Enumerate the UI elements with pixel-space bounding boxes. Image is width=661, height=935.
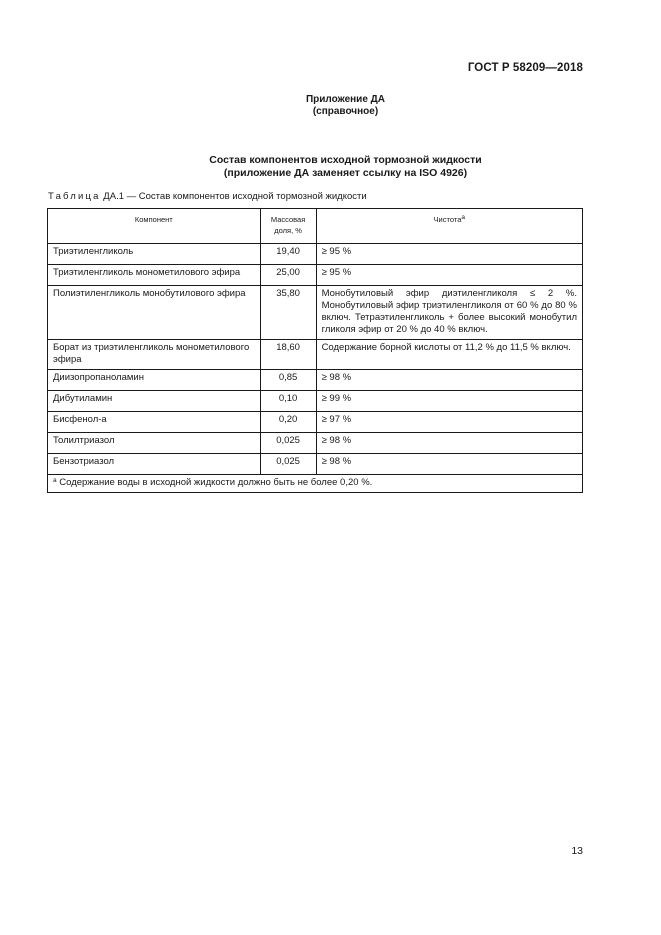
table-footnote-row [48,475,583,493]
cell-mass-fraction: 19,40 [260,244,316,265]
footnote-text: Содержание воды в исходной жидкости должно быть не более 0,20 %. [59,477,373,488]
table-row [48,286,583,340]
cell-mass-fraction: 0,85 [260,370,316,391]
cell-purity: ≥ 98 % [316,454,582,475]
table-row [48,433,583,454]
header-purity [316,209,582,244]
header-purity-label: Чистота [433,215,462,224]
cell-purity: Содержание борной кислоты от 11,2 % до 11,5 % включ. [316,340,582,370]
table-row [48,370,583,391]
cell-component: Борат из триэтиленгликоль монометилового эфира [48,340,261,370]
table-caption [48,191,367,203]
cell-component: Полиэтиленгликоль монобутилового эфира [48,286,261,340]
cell-component: Дибутиламин [48,391,261,412]
cell-mass-fraction: 0,025 [260,433,316,454]
cell-mass-fraction: 0,10 [260,391,316,412]
cell-component: Толилтриазол [48,433,261,454]
cell-component: Бензотриазол [48,454,261,475]
footnote-mark: a [53,477,57,484]
annex-title: Приложение ДА [305,94,386,105]
cell-purity: ≥ 95 % [316,265,582,286]
table-header-row [48,209,583,244]
cell-mass-fraction: 0,025 [260,454,316,475]
header-component [48,209,261,244]
cell-mass-fraction: 18,60 [260,340,316,370]
page-number: 13 [571,845,583,857]
cell-component: Диизопропаноламин [48,370,261,391]
cell-mass-fraction: 0,20 [260,412,316,433]
table-footnote [48,475,583,493]
cell-mass-fraction: 35,80 [260,286,316,340]
cell-mass-fraction: 25,00 [260,265,316,286]
cell-component: Триэтиленгликоль [48,244,261,265]
cell-purity: Монобутиловый эфир диэтиленгликоля ≤ 2 %. Монобутиловый эфир триэтиленгликоля от 60 % до 80 % включ. Тетраэтиленгликоль + более высокий монобутил гликоля эфир от 20 % до 40 % включ. [316,286,582,340]
footnote-ref-mark: a [461,214,465,221]
header-mass-fraction-line1: Массовая [270,215,306,224]
table-row [48,391,583,412]
composition-table [47,208,583,493]
cell-purity: ≥ 97 % [316,412,582,433]
cell-purity: ≥ 99 % [316,391,582,412]
table-row [48,454,583,475]
cell-purity: ≥ 95 % [316,244,582,265]
cell-purity: ≥ 98 % [316,433,582,454]
cell-purity: ≥ 98 % [316,370,582,391]
header-component-label: Компонент [134,215,173,224]
table-row [48,244,583,265]
table-caption-text: ДА.1 — Состав компонентов исходной тормозной жидкости [103,191,367,202]
document-code: ГОСТ Р 58209—2018 [467,62,583,74]
table-row [48,265,583,286]
section-heading-line1: Состав компонентов исходной тормозной жидкости [209,154,482,166]
table-caption-prefix: Таблица [48,191,101,202]
annex-kind: (справочное) [312,106,379,117]
cell-component: Бисфенол-а [48,412,261,433]
table-row [48,340,583,370]
cell-component: Триэтиленгликоль монометилового эфира [48,265,261,286]
header-mass-fraction-line2: доля, % [274,226,302,235]
header-mass-fraction [260,209,316,244]
section-heading-line2: (приложение ДА заменяет ссылку на ISO 4926) [223,167,468,179]
table-row [48,412,583,433]
